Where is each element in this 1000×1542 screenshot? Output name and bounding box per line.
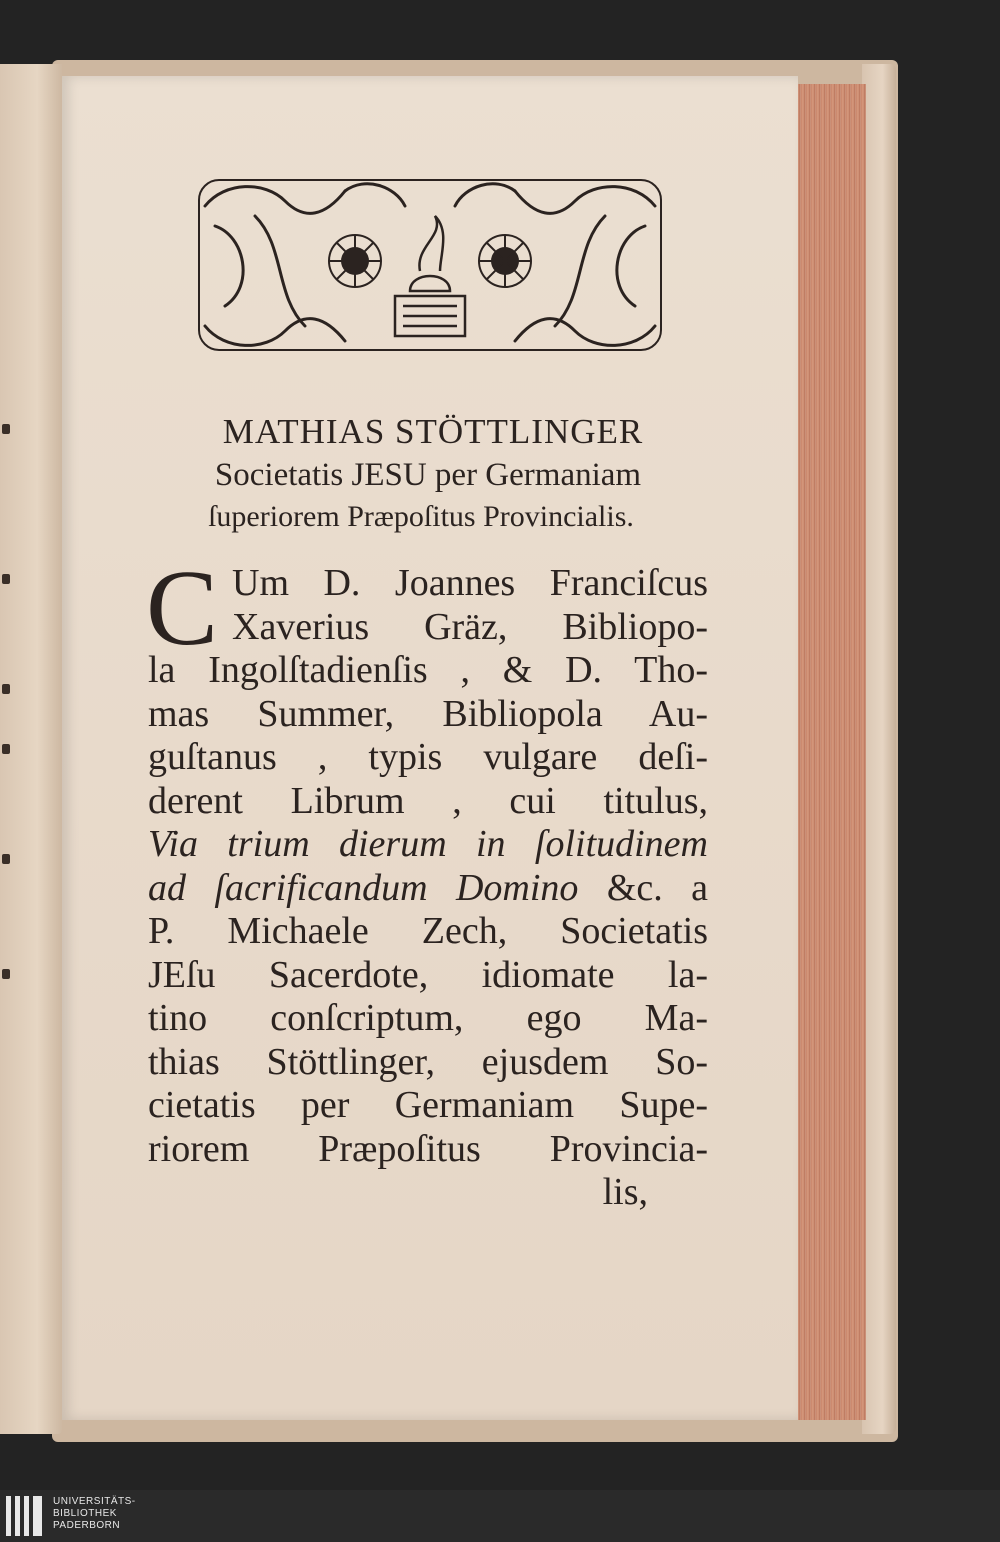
library-logo-text (53, 1496, 136, 1532)
logo-line: PADERBORN (53, 1520, 121, 1531)
text-line: P. Michaele Zech, Societatis (148, 910, 708, 952)
text-line: thias Stöttlinger, ejusdem So- (148, 1040, 708, 1083)
ink-mark (2, 574, 10, 584)
ink-mark (2, 854, 10, 864)
text-line-italic: ad ſacrificandum Domino (148, 866, 579, 909)
page-fore-edge (796, 84, 866, 1420)
ink-mark (2, 684, 10, 694)
text-line: riorem Præpoſitus Provincia- (148, 1127, 708, 1170)
text-line: cietatis per Germaniam Supe- (148, 1084, 708, 1126)
author-heading: MATHIAS STÖTTLINGER (222, 412, 644, 451)
title-heading: ſuperiorem Præpoſitus Provincialis. (208, 500, 634, 533)
text-line: mas Summer, Bibliopola Au- (148, 692, 708, 735)
text-line: la Ingolſtadienſis , & D. Tho- (148, 649, 708, 691)
footer-bar (0, 1490, 1000, 1542)
drop-cap: C (146, 549, 219, 668)
society-heading: Societatis JESU per Germaniam (214, 457, 642, 493)
text-line: derent Librum , cui titulus, (148, 779, 708, 822)
text-line: guſtanus , typis vulgare deſi- (148, 736, 708, 778)
cover-edge (862, 64, 896, 1434)
text-line: tino conſcriptum, ego Ma- (148, 997, 708, 1039)
catchword: lis, (602, 1171, 648, 1213)
ornament-headpiece (195, 176, 665, 354)
body-paragraph (146, 549, 708, 1215)
text-line: Um D. Joannes Franciſcus (232, 562, 708, 604)
logo-line: UNIVERSITÄTS- (53, 1496, 136, 1507)
approbation-text (148, 410, 708, 1215)
ink-mark (2, 744, 10, 754)
text-line (148, 867, 708, 911)
ink-mark (2, 969, 10, 979)
ink-mark (2, 424, 10, 434)
text-line: Via trium dierum in ſolitudinem (148, 823, 708, 865)
library-logo-icon (6, 1496, 46, 1536)
logo-line: BIBLIOTHEK (53, 1508, 117, 1519)
text-line-regular: &c. a (606, 866, 708, 909)
left-page-edge (0, 64, 62, 1434)
text-line: Xaverius Gräz, Bibliopo- (232, 605, 708, 648)
text-line: JEſu Sacerdote, idiomate la- (148, 953, 708, 996)
